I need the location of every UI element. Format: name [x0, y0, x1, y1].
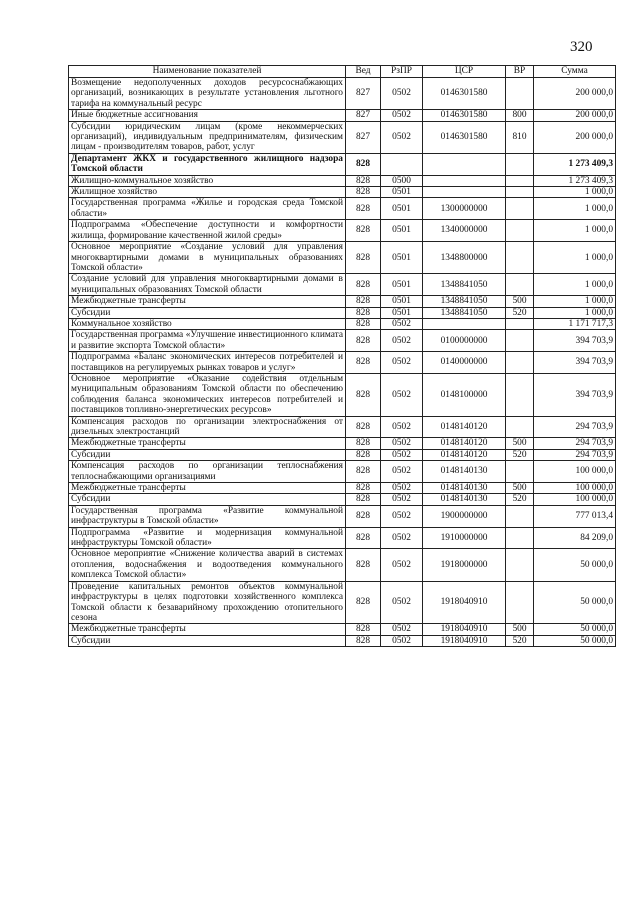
row-vr-cell — [506, 330, 534, 352]
row-vr-cell — [506, 78, 534, 110]
table-row — [69, 318, 616, 329]
row-sum-cell: 1 273 409,3 — [534, 153, 616, 175]
row-csr-cell — [423, 175, 506, 186]
row-rzpr-cell: 0502 — [381, 121, 423, 153]
row-name-cell: Межбюджетные трансферты — [69, 624, 346, 635]
row-sum-cell: 1 000,0 — [534, 296, 616, 307]
row-vr-cell: 520 — [506, 449, 534, 460]
row-name-cell: Жилищное хозяйство — [69, 187, 346, 198]
row-csr-cell: 1910000000 — [423, 527, 506, 549]
row-ved-cell: 828 — [346, 438, 381, 449]
row-sum-cell: 100 000,0 — [534, 461, 616, 483]
page-number: 320 — [570, 39, 593, 55]
row-sum-cell: 200 000,0 — [534, 110, 616, 121]
row-name-cell: Основное мероприятие «Создание условий для управления многоквартирными домами в муниципальных образованиях Томской области» — [69, 242, 346, 274]
budget-table — [68, 65, 616, 647]
row-sum-cell: 294 703,9 — [534, 416, 616, 438]
row-sum-cell: 50 000,0 — [534, 635, 616, 646]
table-row — [69, 198, 616, 220]
row-vr-cell: 500 — [506, 438, 534, 449]
row-vr-cell — [506, 187, 534, 198]
row-rzpr-cell: 0501 — [381, 220, 423, 242]
row-sum-cell: 394 703,9 — [534, 330, 616, 352]
row-name-cell: Межбюджетные трансферты — [69, 438, 346, 449]
row-rzpr-cell: 0501 — [381, 187, 423, 198]
row-vr-cell: 520 — [506, 635, 534, 646]
row-ved-cell: 828 — [346, 352, 381, 374]
row-sum-cell: 100 000,0 — [534, 483, 616, 494]
row-csr-cell: 1900000000 — [423, 505, 506, 527]
row-name-cell: Подпрограмма «Баланс экономических интересов потребителей и поставщиков на регулируемых рынках товаров и услуг» — [69, 352, 346, 374]
row-ved-cell: 828 — [346, 242, 381, 274]
row-csr-cell: 0146301580 — [423, 121, 506, 153]
row-ved-cell: 828 — [346, 274, 381, 296]
row-ved-cell: 828 — [346, 461, 381, 483]
row-csr-cell: 0100000000 — [423, 330, 506, 352]
row-ved-cell: 827 — [346, 110, 381, 121]
row-csr-cell: 1348841050 — [423, 274, 506, 296]
row-rzpr-cell: 0502 — [381, 624, 423, 635]
row-sum-cell: 200 000,0 — [534, 121, 616, 153]
row-name-cell: Субсидии — [69, 635, 346, 646]
row-vr-cell — [506, 527, 534, 549]
row-rzpr-cell: 0501 — [381, 242, 423, 274]
row-vr-cell: 500 — [506, 483, 534, 494]
row-name-cell: Государственная программа «Жилье и городская среда Томской области» — [69, 198, 346, 220]
row-vr-cell — [506, 416, 534, 438]
row-vr-cell: 800 — [506, 110, 534, 121]
row-ved-cell: 828 — [346, 307, 381, 318]
table-row — [69, 581, 616, 624]
row-name-cell: Субсидии — [69, 449, 346, 460]
row-vr-cell — [506, 274, 534, 296]
table-row — [69, 78, 616, 110]
row-csr-cell: 1918040910 — [423, 624, 506, 635]
row-sum-cell: 294 703,9 — [534, 449, 616, 460]
table-row — [69, 461, 616, 483]
table-row — [69, 296, 616, 307]
table-row — [69, 175, 616, 186]
row-sum-cell: 394 703,9 — [534, 373, 616, 416]
row-name-cell: Коммунальное хозяйство — [69, 318, 346, 329]
row-vr-cell — [506, 373, 534, 416]
row-sum-cell: 1 000,0 — [534, 187, 616, 198]
row-name-cell: Межбюджетные трансферты — [69, 296, 346, 307]
row-ved-cell: 828 — [346, 296, 381, 307]
row-rzpr-cell: 0502 — [381, 78, 423, 110]
row-vr-cell: 520 — [506, 307, 534, 318]
table-row — [69, 330, 616, 352]
row-rzpr-cell: 0502 — [381, 352, 423, 374]
row-ved-cell: 828 — [346, 624, 381, 635]
row-csr-cell — [423, 153, 506, 175]
table-row — [69, 153, 616, 175]
row-ved-cell: 828 — [346, 198, 381, 220]
row-name-cell: Субсидии — [69, 307, 346, 318]
row-rzpr-cell: 0502 — [381, 461, 423, 483]
row-rzpr-cell: 0501 — [381, 198, 423, 220]
row-name-cell: Основное мероприятие «Оказание содействия отдельным муниципальным образованиям Томской области по обеспечению соблюдения баланса экономических интересов потребителей и поставщиков топливно-энергетических ресурсов» — [69, 373, 346, 416]
table-row — [69, 121, 616, 153]
row-sum-cell: 1 000,0 — [534, 242, 616, 274]
row-ved-cell: 828 — [346, 527, 381, 549]
header-sum: Сумма — [534, 66, 616, 78]
row-csr-cell — [423, 187, 506, 198]
row-rzpr-cell: 0502 — [381, 494, 423, 505]
table-row — [69, 242, 616, 274]
row-rzpr-cell: 0500 — [381, 175, 423, 186]
row-sum-cell: 50 000,0 — [534, 581, 616, 624]
row-ved-cell: 828 — [346, 635, 381, 646]
row-name-cell: Государственная программа «Улучшение инвестиционного климата и развитие экспорта Томской области» — [69, 330, 346, 352]
row-vr-cell — [506, 153, 534, 175]
row-vr-cell — [506, 581, 534, 624]
row-ved-cell: 827 — [346, 78, 381, 110]
row-csr-cell: 1918040910 — [423, 581, 506, 624]
row-vr-cell — [506, 242, 534, 274]
row-vr-cell — [506, 352, 534, 374]
table-row — [69, 416, 616, 438]
row-vr-cell: 520 — [506, 494, 534, 505]
table-row — [69, 624, 616, 635]
row-rzpr-cell: 0502 — [381, 483, 423, 494]
row-ved-cell: 828 — [346, 330, 381, 352]
table-row — [69, 527, 616, 549]
row-rzpr-cell: 0502 — [381, 581, 423, 624]
row-ved-cell: 828 — [346, 175, 381, 186]
table-body — [69, 78, 616, 647]
row-rzpr-cell: 0502 — [381, 318, 423, 329]
row-sum-cell: 1 000,0 — [534, 220, 616, 242]
header-ved: Вед — [346, 66, 381, 78]
table-row — [69, 505, 616, 527]
row-rzpr-cell: 0502 — [381, 110, 423, 121]
row-sum-cell: 294 703,9 — [534, 438, 616, 449]
row-sum-cell: 777 013,4 — [534, 505, 616, 527]
row-rzpr-cell: 0502 — [381, 373, 423, 416]
row-csr-cell: 0146301580 — [423, 78, 506, 110]
header-name: Наименование показателей — [69, 66, 346, 78]
row-csr-cell: 0148140130 — [423, 494, 506, 505]
row-vr-cell — [506, 220, 534, 242]
row-sum-cell: 394 703,9 — [534, 352, 616, 374]
header-csr: ЦСР — [423, 66, 506, 78]
row-rzpr-cell: 0501 — [381, 307, 423, 318]
row-sum-cell: 1 000,0 — [534, 274, 616, 296]
table-row — [69, 549, 616, 581]
row-rzpr-cell: 0502 — [381, 438, 423, 449]
row-csr-cell: 0148140120 — [423, 449, 506, 460]
row-ved-cell: 828 — [346, 416, 381, 438]
row-csr-cell: 1918040910 — [423, 635, 506, 646]
row-sum-cell: 100 000,0 — [534, 494, 616, 505]
row-csr-cell: 1348800000 — [423, 242, 506, 274]
row-name-cell: Подпрограмма «Обеспечение доступности и комфортности жилища, формирование качественной жилой среды» — [69, 220, 346, 242]
row-ved-cell: 828 — [346, 220, 381, 242]
header-rzpr: РзПР — [381, 66, 423, 78]
row-name-cell: Субсидии — [69, 494, 346, 505]
row-csr-cell: 1300000000 — [423, 198, 506, 220]
table-row — [69, 483, 616, 494]
row-rzpr-cell: 0502 — [381, 505, 423, 527]
row-sum-cell: 1 273 409,3 — [534, 175, 616, 186]
row-sum-cell: 84 209,0 — [534, 527, 616, 549]
row-sum-cell: 200 000,0 — [534, 78, 616, 110]
row-vr-cell — [506, 318, 534, 329]
row-csr-cell: 0148140120 — [423, 438, 506, 449]
row-name-cell: Субсидии юридическим лицам (кроме некоммерческих организаций), индивидуальным предпринимателям, физическим лицам - производителям товаров, работ, услуг — [69, 121, 346, 153]
table-row — [69, 220, 616, 242]
row-csr-cell: 1340000000 — [423, 220, 506, 242]
row-vr-cell: 500 — [506, 624, 534, 635]
table-row — [69, 187, 616, 198]
row-sum-cell: 1 171 717,3 — [534, 318, 616, 329]
row-ved-cell: 828 — [346, 549, 381, 581]
table-row — [69, 635, 616, 646]
row-rzpr-cell: 0502 — [381, 527, 423, 549]
row-rzpr-cell: 0502 — [381, 330, 423, 352]
row-csr-cell: 1348841050 — [423, 296, 506, 307]
row-csr-cell — [423, 318, 506, 329]
row-ved-cell: 828 — [346, 494, 381, 505]
row-ved-cell: 828 — [346, 449, 381, 460]
row-name-cell: Межбюджетные трансферты — [69, 483, 346, 494]
row-rzpr-cell: 0501 — [381, 296, 423, 307]
row-ved-cell: 828 — [346, 187, 381, 198]
row-ved-cell: 828 — [346, 581, 381, 624]
row-csr-cell: 0148140120 — [423, 416, 506, 438]
row-csr-cell: 0146301580 — [423, 110, 506, 121]
table-row — [69, 274, 616, 296]
row-csr-cell: 1348841050 — [423, 307, 506, 318]
row-vr-cell — [506, 198, 534, 220]
row-name-cell: Компенсация расходов по организации электроснабжения от дизельных электростанций — [69, 416, 346, 438]
row-rzpr-cell: 0502 — [381, 416, 423, 438]
row-rzpr-cell: 0502 — [381, 549, 423, 581]
row-name-cell: Создание условий для управления многоквартирными домами в муниципальных образованиях Томской области — [69, 274, 346, 296]
header-vr: ВР — [506, 66, 534, 78]
row-ved-cell: 828 — [346, 318, 381, 329]
row-csr-cell: 0148100000 — [423, 373, 506, 416]
row-name-cell: Возмещение недополученных доходов ресурсоснабжающих организаций, возникающих в результате установления льготного тарифа на коммунальный ресурс — [69, 78, 346, 110]
row-csr-cell: 1918000000 — [423, 549, 506, 581]
row-vr-cell — [506, 461, 534, 483]
row-name-cell: Компенсация расходов по организации теплоснабжения теплоснабжающими организациями — [69, 461, 346, 483]
table-row — [69, 449, 616, 460]
table-header-row — [69, 66, 616, 78]
row-rzpr-cell — [381, 153, 423, 175]
row-ved-cell: 828 — [346, 373, 381, 416]
table-row — [69, 307, 616, 318]
row-ved-cell: 828 — [346, 153, 381, 175]
row-vr-cell — [506, 505, 534, 527]
row-name-cell: Проведение капитальных ремонтов объектов коммунальной инфраструктуры в целях подготовки хозяйственного комплекса Томской области к безаварийному прохождению отопительного сезона — [69, 581, 346, 624]
row-name-cell: Департамент ЖКХ и государственного жилищного надзора Томской области — [69, 153, 346, 175]
row-vr-cell: 500 — [506, 296, 534, 307]
table-row — [69, 352, 616, 374]
row-ved-cell: 828 — [346, 505, 381, 527]
table-row — [69, 494, 616, 505]
row-rzpr-cell: 0501 — [381, 274, 423, 296]
row-ved-cell: 828 — [346, 483, 381, 494]
table-row — [69, 438, 616, 449]
row-name-cell: Подпрограмма «Развитие и модернизация коммунальной инфраструктуры Томской области» — [69, 527, 346, 549]
row-sum-cell: 1 000,0 — [534, 198, 616, 220]
row-vr-cell: 810 — [506, 121, 534, 153]
row-sum-cell: 50 000,0 — [534, 624, 616, 635]
row-csr-cell: 0148140130 — [423, 461, 506, 483]
row-ved-cell: 827 — [346, 121, 381, 153]
row-rzpr-cell: 0502 — [381, 635, 423, 646]
row-name-cell: Иные бюджетные ассигнования — [69, 110, 346, 121]
row-name-cell: Государственная программа «Развитие коммунальной инфраструктуры в Томской области» — [69, 505, 346, 527]
row-name-cell: Жилищно-коммунальное хозяйство — [69, 175, 346, 186]
row-vr-cell — [506, 549, 534, 581]
row-sum-cell: 50 000,0 — [534, 549, 616, 581]
row-sum-cell: 1 000,0 — [534, 307, 616, 318]
row-name-cell: Основное мероприятие «Снижение количества аварий в системах отопления, водоснабжения и водоотведения коммунального комплекса Томской области» — [69, 549, 346, 581]
table-row — [69, 373, 616, 416]
row-rzpr-cell: 0502 — [381, 449, 423, 460]
table-row — [69, 110, 616, 121]
row-csr-cell: 0140000000 — [423, 352, 506, 374]
row-csr-cell: 0148140130 — [423, 483, 506, 494]
row-vr-cell — [506, 175, 534, 186]
